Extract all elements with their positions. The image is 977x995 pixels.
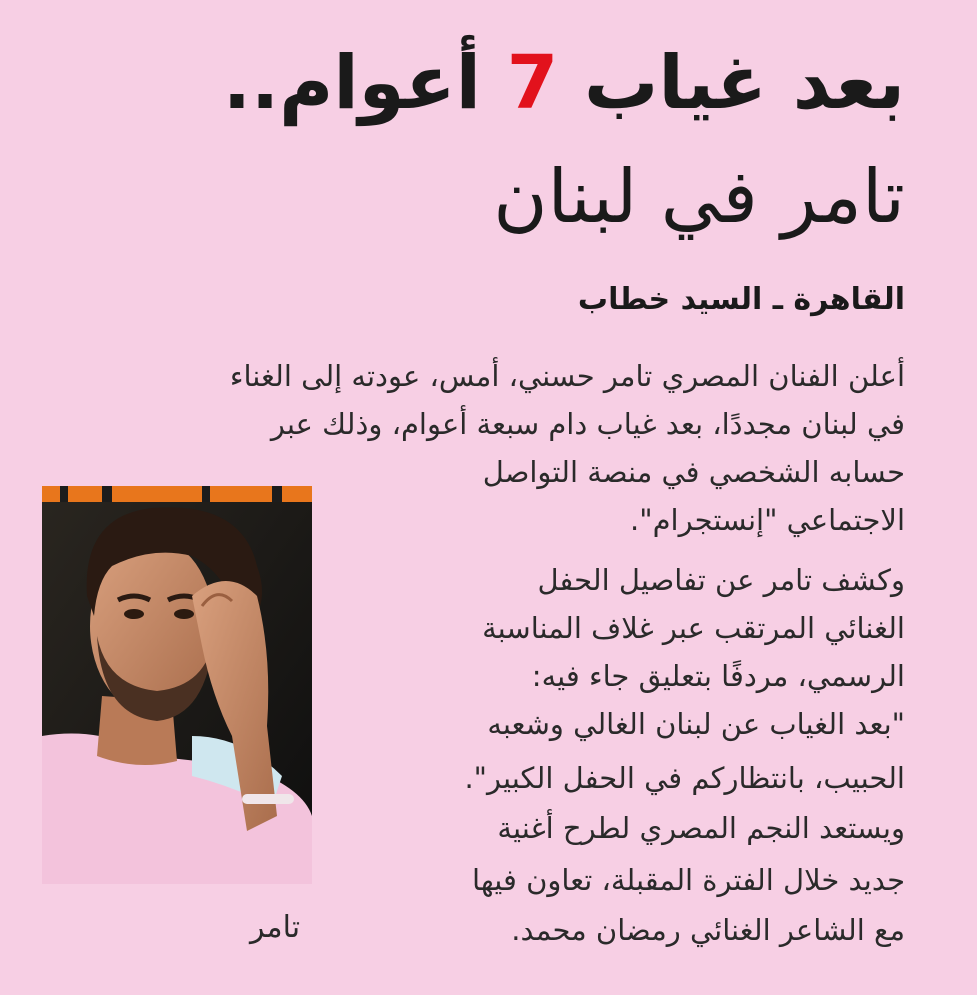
headline: [223, 28, 905, 138]
body-line: الحبيب، بانتظاركم في الحفل الكبير".: [464, 761, 905, 795]
body-line: الاجتماعي "إنستجرام".: [630, 503, 905, 537]
body-line: حسابه الشخصي في منصة التواصل: [482, 455, 905, 489]
headline-part2: أعوام..: [222, 40, 507, 126]
photo-caption: تامر: [250, 910, 301, 945]
portrait-photo: [42, 486, 312, 884]
subheadline: تامر في لبنان: [493, 154, 905, 240]
byline: القاهرة ـ السيد خطاب: [577, 282, 905, 317]
body-line: مع الشاعر الغنائي رمضان محمد.: [511, 913, 905, 947]
body-line: الغنائي المرتقب عبر غلاف المناسبة: [482, 611, 905, 645]
body-line: في لبنان مجددًا، بعد غياب دام سبعة أعوام، وذلك عبر: [270, 407, 905, 441]
portrait-illustration: [42, 486, 312, 884]
body-line: أعلن الفنان المصري تامر حسني، أمس، عودته إلى الغناء: [229, 359, 905, 393]
headline-part1: بعد غياب: [558, 40, 905, 126]
headline-number: 7: [506, 40, 559, 126]
body-line: جديد خلال الفترة المقبلة، تعاون فيها: [472, 863, 905, 897]
body-line: الرسمي، مردفًا بتعليق جاء فيه:: [531, 659, 905, 693]
body-line: وكشف تامر عن تفاصيل الحفل: [537, 563, 905, 597]
body-line: ويستعد النجم المصري لطرح أغنية: [497, 811, 905, 845]
body-line: "بعد الغياب عن لبنان الغالي وشعبه: [487, 707, 905, 741]
